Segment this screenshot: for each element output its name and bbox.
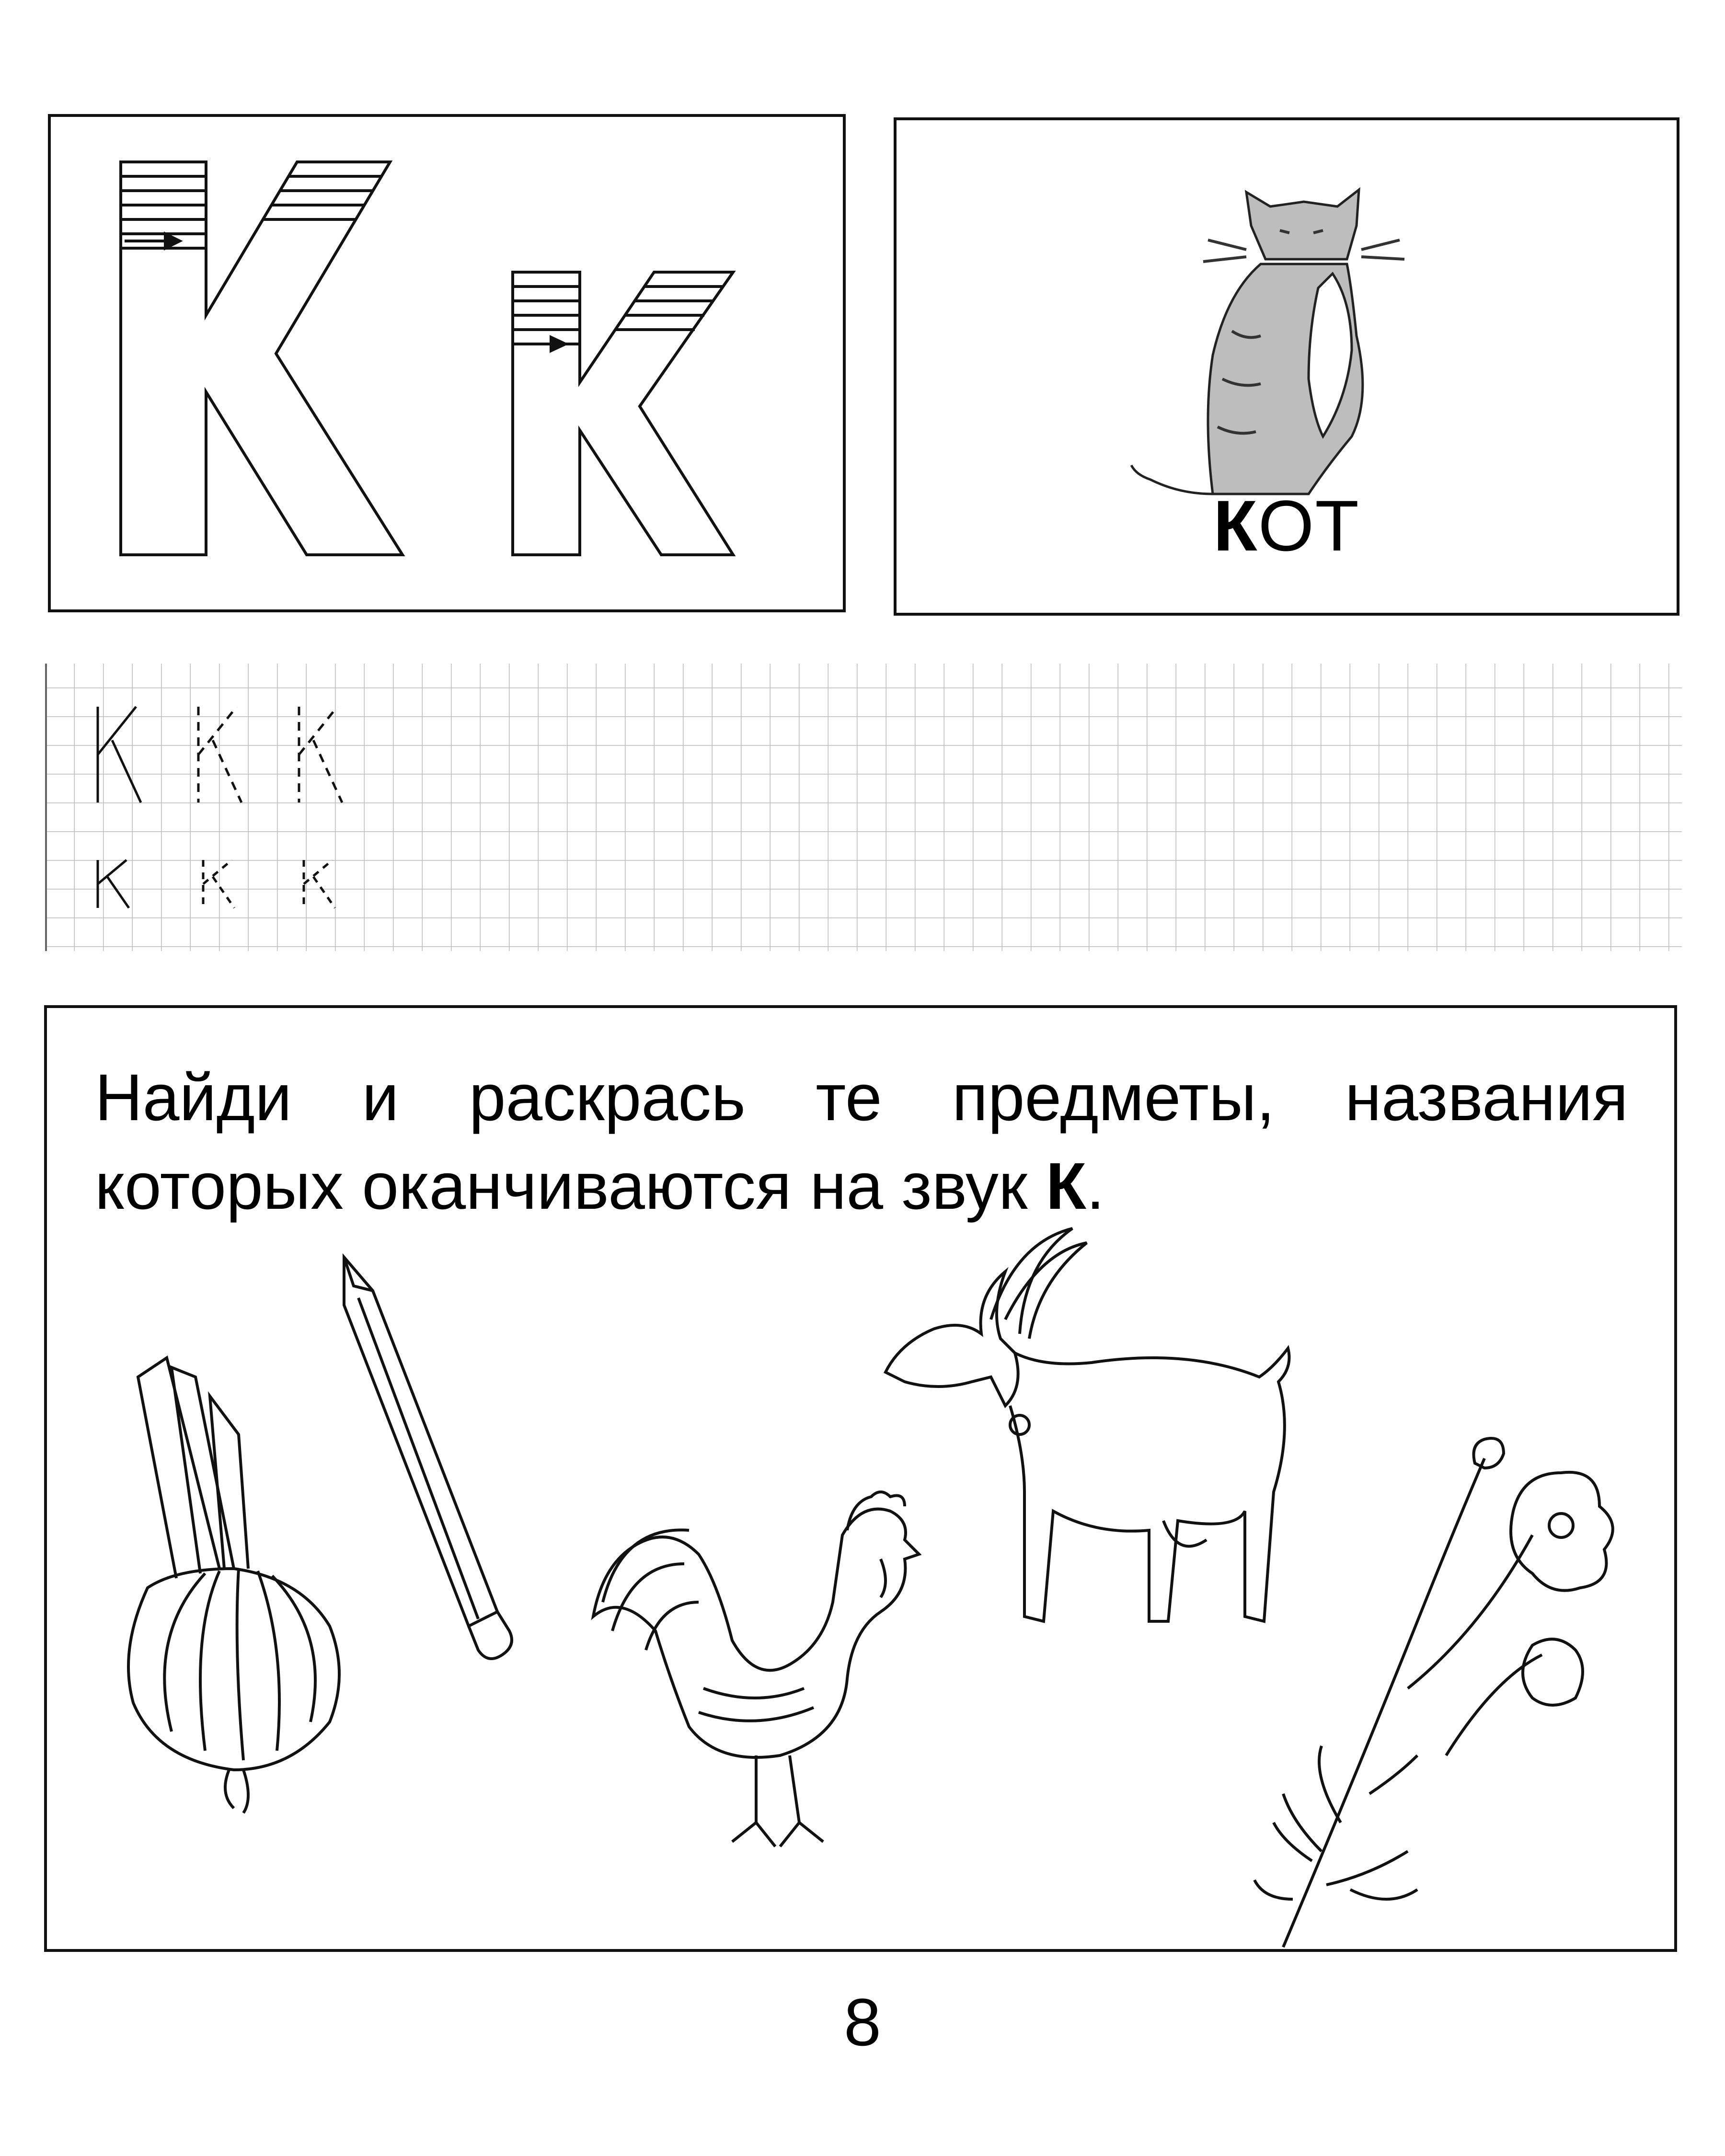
task-instruction: Найди и раскрась те предметы, названия которых оканчиваются на звук К.	[95, 1054, 1628, 1231]
picture-card	[894, 117, 1679, 616]
task-word: и	[362, 1061, 399, 1135]
task-card	[44, 1005, 1677, 1952]
uppercase-letter-outline	[48, 114, 846, 612]
task-word: предметы,	[952, 1061, 1275, 1135]
picture-word: КОТ	[1213, 485, 1360, 566]
pencil-icon	[334, 1248, 536, 1679]
grid-lines	[45, 659, 1682, 956]
letter-card	[48, 114, 846, 612]
cat-icon	[1103, 130, 1534, 504]
poppy-icon	[1264, 1430, 1647, 1957]
task-word: те	[816, 1061, 882, 1135]
task-word: раскрась	[469, 1061, 746, 1135]
tracing-grid	[45, 659, 1682, 956]
task-word: Найди	[95, 1061, 292, 1135]
page-number: 8	[844, 1984, 881, 2060]
task-word: названия	[1345, 1061, 1628, 1135]
